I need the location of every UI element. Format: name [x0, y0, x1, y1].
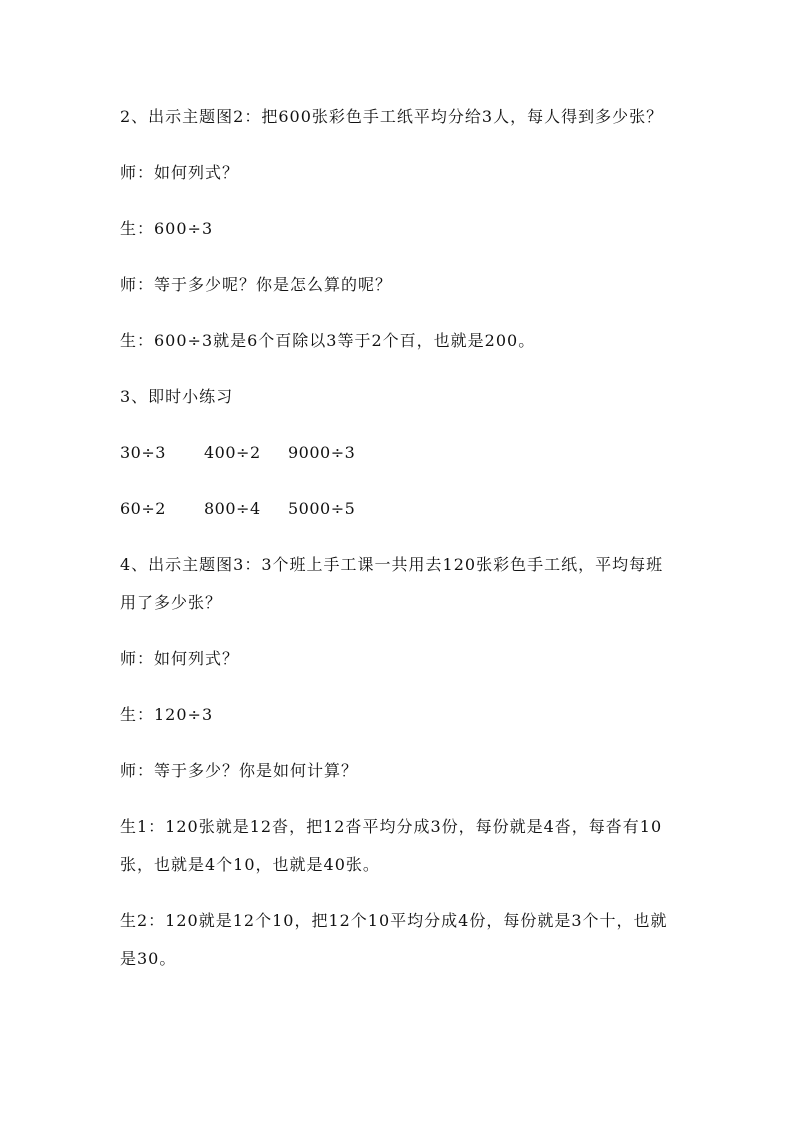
practice-item: 800÷4 — [204, 499, 261, 518]
paragraph-theme-2: 2、出示主题图2：把600张彩色手工纸平均分给3人，每人得到多少张？ — [120, 107, 664, 126]
paragraph-teacher-question-2: 师：等于多少呢？你是怎么算的呢？ — [120, 275, 393, 294]
paragraph-theme-3: 4、出示主题图3：3个班上手工课一共用去120张彩色手工纸，平均每班用了多少张？ — [120, 555, 664, 612]
paragraph-practice-heading: 3、即时小练习 — [120, 387, 234, 406]
practice-item: 9000÷3 — [288, 443, 356, 462]
practice-item: 400÷2 — [204, 443, 261, 462]
paragraph-teacher-question-3: 师：如何列式？ — [120, 649, 240, 668]
practice-item: 60÷2 — [120, 499, 166, 518]
paragraph-student-2-answer: 生2：120就是12个10，把12个10平均分成4份，每份就是3个十，也就是30。 — [120, 911, 668, 968]
practice-row-1 — [120, 440, 680, 466]
practice-row-2 — [120, 496, 680, 522]
paragraph-student-answer-3: 生：120÷3 — [120, 705, 214, 724]
paragraph-student-answer-1: 生：600÷3 — [120, 219, 214, 238]
paragraph-student-1-answer: 生1：120张就是12沓，把12沓平均分成3份，每份就是4沓，每沓有10张，也就是4个10，也就是40张。 — [120, 817, 663, 874]
paragraph-student-answer-2: 生：600÷3就是6个百除以3等于2个百，也就是200。 — [120, 331, 536, 350]
practice-item: 5000÷5 — [288, 499, 356, 518]
practice-item: 30÷3 — [120, 443, 166, 462]
paragraph-teacher-question-4: 师：等于多少？你是如何计算？ — [120, 761, 359, 780]
document-body — [120, 104, 680, 1002]
paragraph-teacher-question-1: 师：如何列式？ — [120, 163, 240, 182]
